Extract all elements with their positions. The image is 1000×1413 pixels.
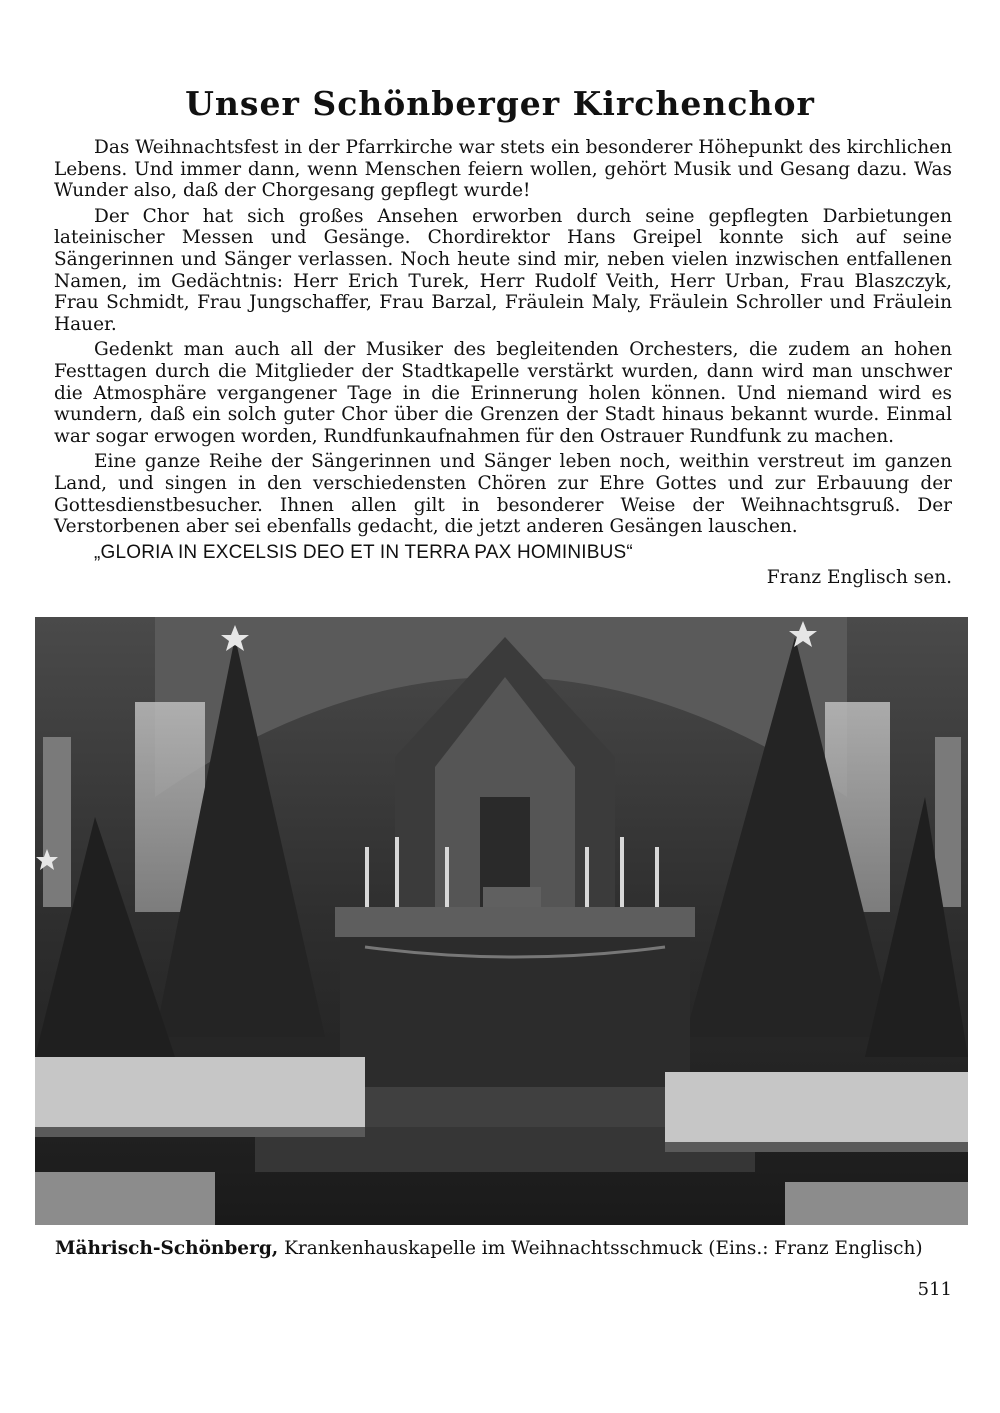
gloria-quote: „GLORIA IN EXCELSIS DEO ET IN TERRA PAX HOMINIBUS“ bbox=[94, 541, 633, 563]
caption-text: Krankenhauskapelle im Weihnachtsschmuck (Eins.: Franz Englisch) bbox=[278, 1238, 923, 1259]
paragraph-3: Gedenkt man auch all der Musiker des begleitenden Orchesters, die zudem an hohen Festtagen durch die Mitglieder der Stadtkapelle verstärkt wurden, dann wird man unschwer die Atmosphäre vergangener Tage in die Erinnerung holen können. Und niemand wird es wundern, daß ein solch guter Chor über die Grenzen der Stadt hinaus bekannt wurde. Einmal war sogar erwogen worden, Rundfunkaufnahmen für den Ostrauer Rundfunk zu machen. bbox=[54, 339, 952, 447]
paragraph-2: Der Chor hat sich großes Ansehen erworben durch seine gepflegten Darbietungen lateinischer Messen und Gesänge. Chordirektor Hans Greipel konnte sich auf seine Sängerinnen und Sänger verlassen. Noch heute sind mir, neben vielen inzwischen entfallenen Namen, im Gedächtnis: Herr Erich Turek, Herr Rudolf Veith, Herr Urban, Frau Blaszczyk, Frau Schmidt, Frau Jungschaffer, Frau Barzal, Fräulein Maly, Fräulein Schroller und Fräulein Hauer. bbox=[54, 205, 952, 335]
article-title: Unser Schönberger Kirchenchor bbox=[185, 84, 815, 123]
page-number: 511 bbox=[917, 1279, 952, 1300]
article-body bbox=[54, 137, 952, 593]
photo-caption bbox=[55, 1238, 955, 1259]
paragraph-1: Das Weihnachtsfest in der Pfarrkirche war stets ein besonderer Höhepunkt des kirchlichen Lebens. Und immer dann, wenn Menschen feiern wollen, gehört Musik und Gesang dazu. Was Wunder also, daß der Chorgesang gepflegt wurde! bbox=[54, 137, 952, 202]
paragraph-4: Eine ganze Reihe der Sängerinnen und Sänger leben noch, weithin verstreut im ganzen Land, und singen in den verschiedensten Chören zur Ehre Gottes und zur Erbauung der Gottesdienstbesucher. Ihnen allen gilt in besonderer Weise der Weihnachtsgruß. Der Verstorbenen aber sei ebenfalls gedacht, die jetzt anderen Gesängen lauschen. bbox=[54, 451, 952, 538]
chapel-altar-photo bbox=[35, 617, 968, 1225]
author-signature: Franz Englisch sen. bbox=[766, 567, 952, 589]
caption-place: Mährisch-Schönberg, bbox=[55, 1238, 279, 1259]
